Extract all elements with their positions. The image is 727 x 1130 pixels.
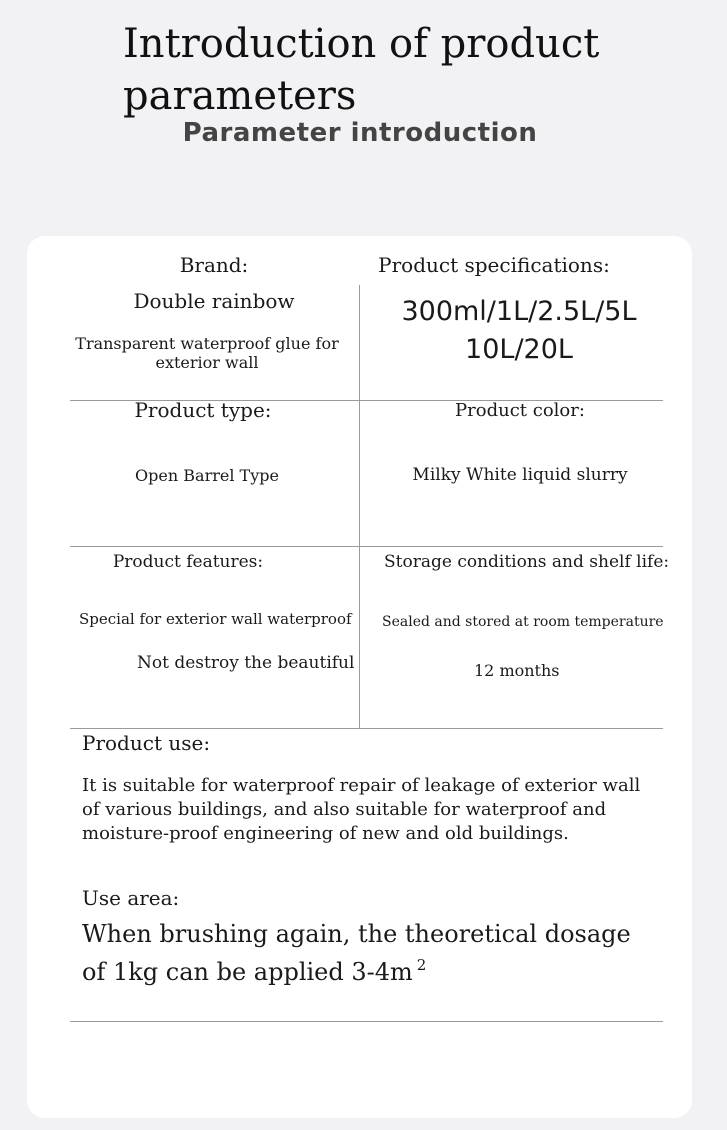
storage-label: Storage conditions and shelf life: bbox=[384, 552, 670, 572]
specifications-value-line2: 10L/20L bbox=[465, 334, 573, 365]
use-text: It is suitable for waterproof repair of leakage of exterior wall of various buildings, and also suitable for waterproof and moisture-proof engineering of new and old buildings. bbox=[82, 775, 641, 844]
area-text bbox=[82, 919, 652, 988]
brand-value: Double rainbow bbox=[133, 289, 295, 313]
table-row-divider-2 bbox=[70, 546, 663, 547]
features-value-2: Not destroy the beautiful bbox=[137, 653, 355, 673]
specifications-label: Product specifications: bbox=[378, 253, 610, 277]
page-title: Introduction of product parameters bbox=[123, 21, 600, 119]
area-text-body: When brushing again, the theoretical dosage of 1kg can be applied 3-4m bbox=[82, 920, 631, 986]
area-label: Use area: bbox=[82, 886, 180, 910]
features-label: Product features: bbox=[112, 552, 264, 572]
storage-value-1: Sealed and stored at room temperature bbox=[382, 614, 664, 630]
brand-label: Brand: bbox=[179, 253, 249, 277]
page-subtitle: Parameter introduction bbox=[182, 118, 538, 148]
features-value-1: Special for exterior wall waterproof bbox=[79, 610, 352, 628]
use-label: Product use: bbox=[82, 731, 211, 755]
color-label: Product color: bbox=[455, 400, 585, 421]
color-value: Milky White liquid slurry bbox=[412, 465, 628, 485]
type-value: Open Barrel Type bbox=[135, 466, 279, 485]
area-superscript: 2 bbox=[416, 956, 427, 974]
brand-description: Transparent waterproof glue for exterior wall bbox=[75, 334, 339, 372]
storage-value-2: 12 months bbox=[474, 661, 560, 680]
specifications-value-line1: 300ml/1L/2.5L/5L bbox=[401, 296, 637, 327]
bottom-divider bbox=[70, 1021, 663, 1022]
table-row-divider-3 bbox=[70, 728, 663, 729]
type-label: Product type: bbox=[134, 398, 272, 422]
